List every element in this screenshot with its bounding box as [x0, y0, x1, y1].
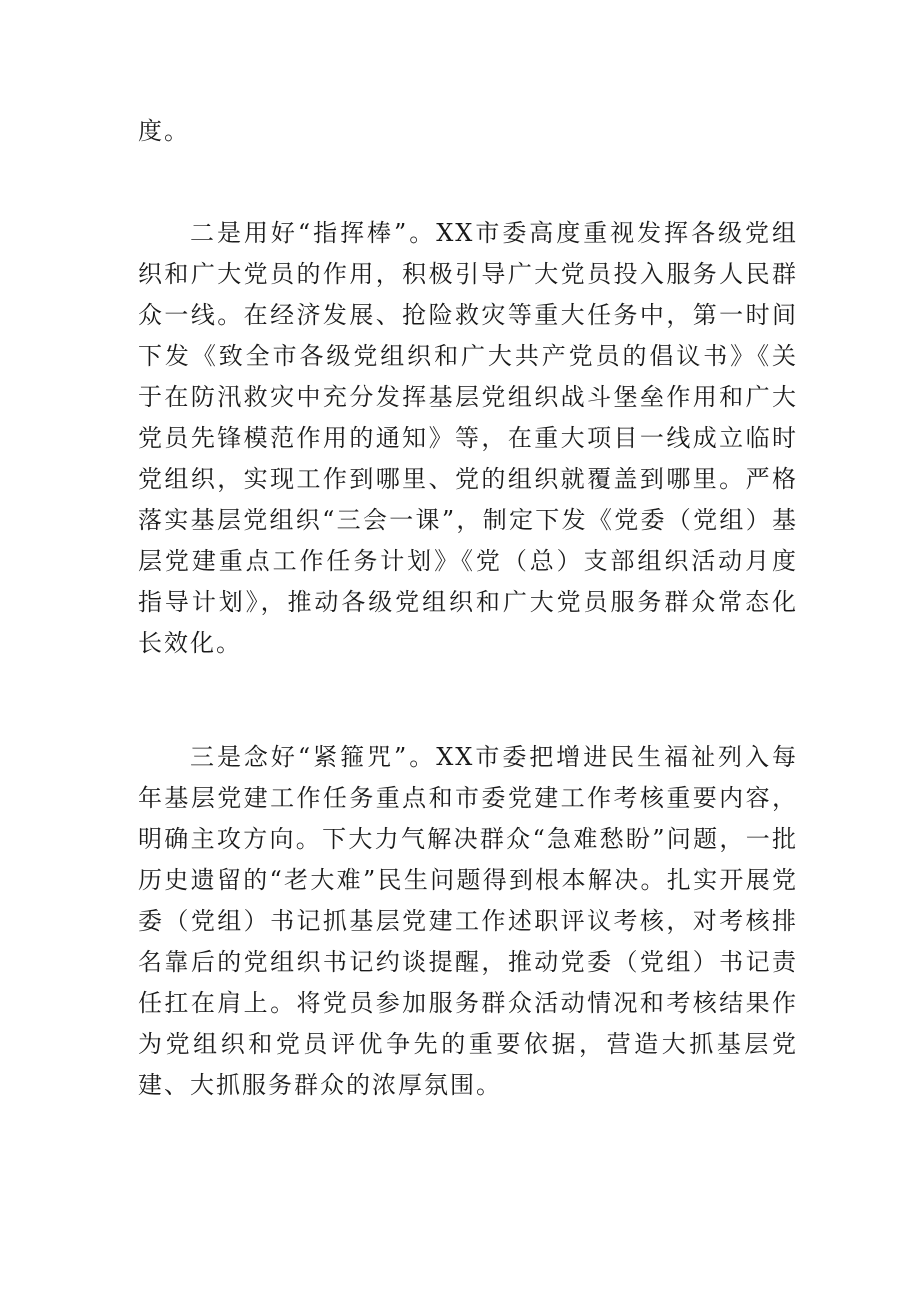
paragraph-continuation: 度。	[138, 117, 190, 145]
paragraph-third-point: 三是念好“紧箍咒”。XX市委把增进民生福祉列入每年基层党建工作任务重点和市委党建工作考核重要内容，明确主攻方向。下大力气解决群众“急难愁盼”问题，一批历史遗留的“老大难”民生问题得到根本解决。扎实开展党委（党组）书记抓基层党建工作述职评议考核，对考核排名靠后的党组织书记约谈提醒，推动党委（党组）书记责任扛在肩上。将党员参加服务群众活动情况和考核结果作为党组织和党员评优争先的重要依据，营造大抓基层党建、大抓服务群众的浓厚氛围。	[138, 743, 798, 1099]
paragraph-second-point: 二是用好“指挥棒”。XX市委高度重视发挥各级党组织和广大党员的作用，积极引导广大党员投入服务人民群众一线。在经济发展、抢险救灾等重大任务中，第一时间下发《致全市各级党组织和广大共产党员的倡议书》《关于在防汛救灾中充分发挥基层党组织战斗堡垒作用和广大党员先锋模范作用的通知》等，在重大项目一线成立临时党组织，实现工作到哪里、党的组织就覆盖到哪里。严格落实基层党组织“三会一课”，制定下发《党委（党组）基层党建重点工作任务计划》《党（总）支部组织活动月度指导计划》，推动各级党组织和广大党员服务群众常态化长效化。	[138, 219, 798, 657]
